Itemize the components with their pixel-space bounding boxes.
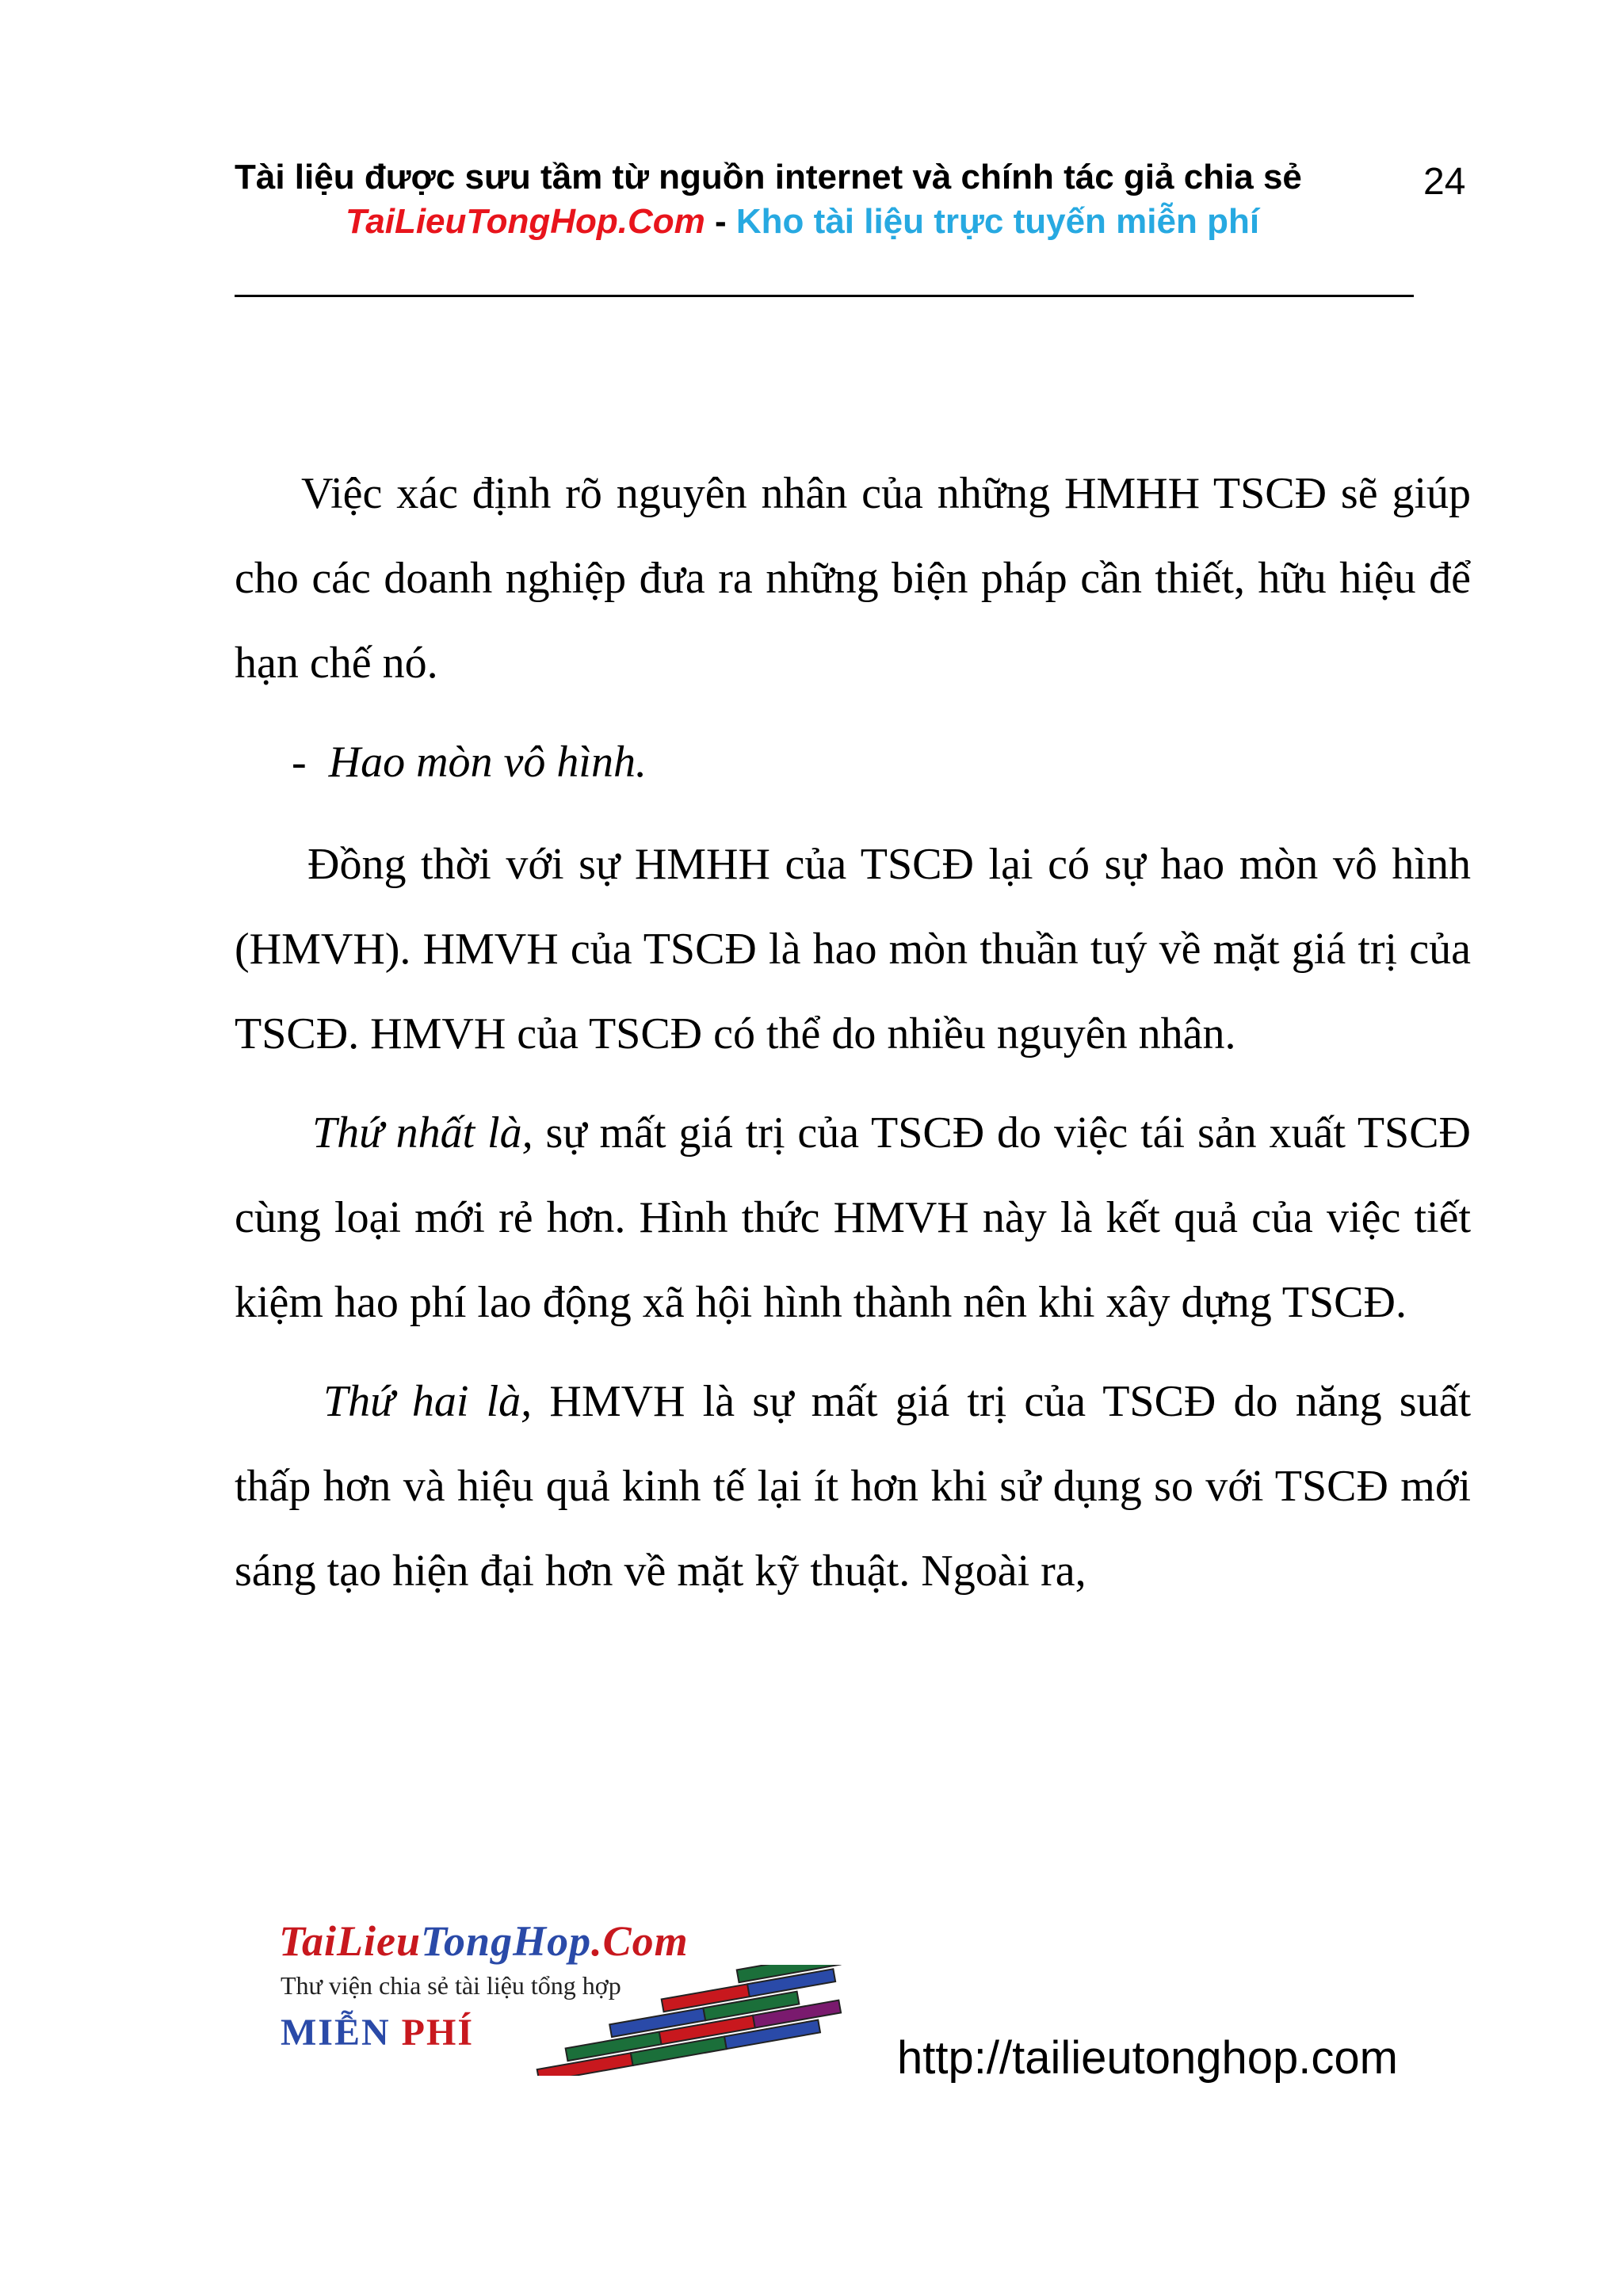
- document-body: [235, 452, 1471, 1614]
- page-number: 24: [1423, 161, 1466, 203]
- paragraph-3-lead: Thứ nhất là,: [312, 1108, 533, 1158]
- header-site-line: [346, 196, 1259, 247]
- paragraph-1: Việc xác định rõ nguyên nhân của những HMHH TSCĐ sẽ giúp cho các doanh nghiệp đưa ra những biện pháp cần thiết, hữu hiệu để hạn chế nó.: [235, 469, 1471, 688]
- site-name-link[interactable]: TaiLieuTongHop.Com: [346, 202, 705, 241]
- logo-subtitle: Thư viện chia sẻ tài liệu tổng hợp: [281, 1971, 621, 2000]
- paragraph-4: [235, 1360, 1471, 1614]
- page-header: [235, 152, 1471, 203]
- paragraph-3-text: sự mất giá trị của TSCĐ do việc tái sản xuất TSCĐ cùng loại mới rẻ hơn. Hình thức HMVH này là kết quả của việc tiết kiệm hao phí lao động xã hội hình thành nên khi xây dựng TSCĐ.: [235, 1108, 1471, 1327]
- site-tagline: Kho tài liệu trực tuyến miễn phí: [735, 202, 1260, 241]
- bullet-text: Hao mòn vô hình.: [328, 738, 647, 787]
- footer-url-link[interactable]: http://tailieutonghop.com: [897, 2032, 1398, 2084]
- logo-free-label: MIỄN PHÍ: [281, 2012, 475, 2054]
- books-icon: [515, 1965, 880, 2076]
- header-divider: [235, 295, 1414, 297]
- header-separator: -: [705, 202, 736, 241]
- logo-wordmark: TaiLieuTongHop.Com: [279, 1917, 689, 1965]
- site-logo[interactable]: [279, 1917, 881, 2076]
- paragraph-4-text: HMVH là sự mất giá trị của TSCĐ do năng suất thấp hơn và hiệu quả kinh tế lại ít hơn khi sử dụng so với TSCĐ mới sáng tạo hiện đại hơn về mặt kỹ thuật. Ngoài ra,: [235, 1377, 1471, 1596]
- bullet-dash: -: [292, 738, 307, 787]
- bullet-item: [235, 720, 1471, 805]
- paragraph-3: [235, 1091, 1471, 1345]
- header-source-note: Tài liệu được sưu tầm từ nguồn internet và chính tác giả chia sẻ: [235, 158, 1302, 196]
- paragraph-4-lead: Thứ hai là,: [323, 1377, 533, 1426]
- paragraph-2: Đồng thời với sự HMHH của TSCĐ lại có sự hao mòn vô hình (HMVH). HMVH của TSCĐ là hao mòn thuần tuý về mặt giá trị của TSCĐ. HMVH của TSCĐ có thể do nhiều nguyên nhân.: [235, 840, 1471, 1058]
